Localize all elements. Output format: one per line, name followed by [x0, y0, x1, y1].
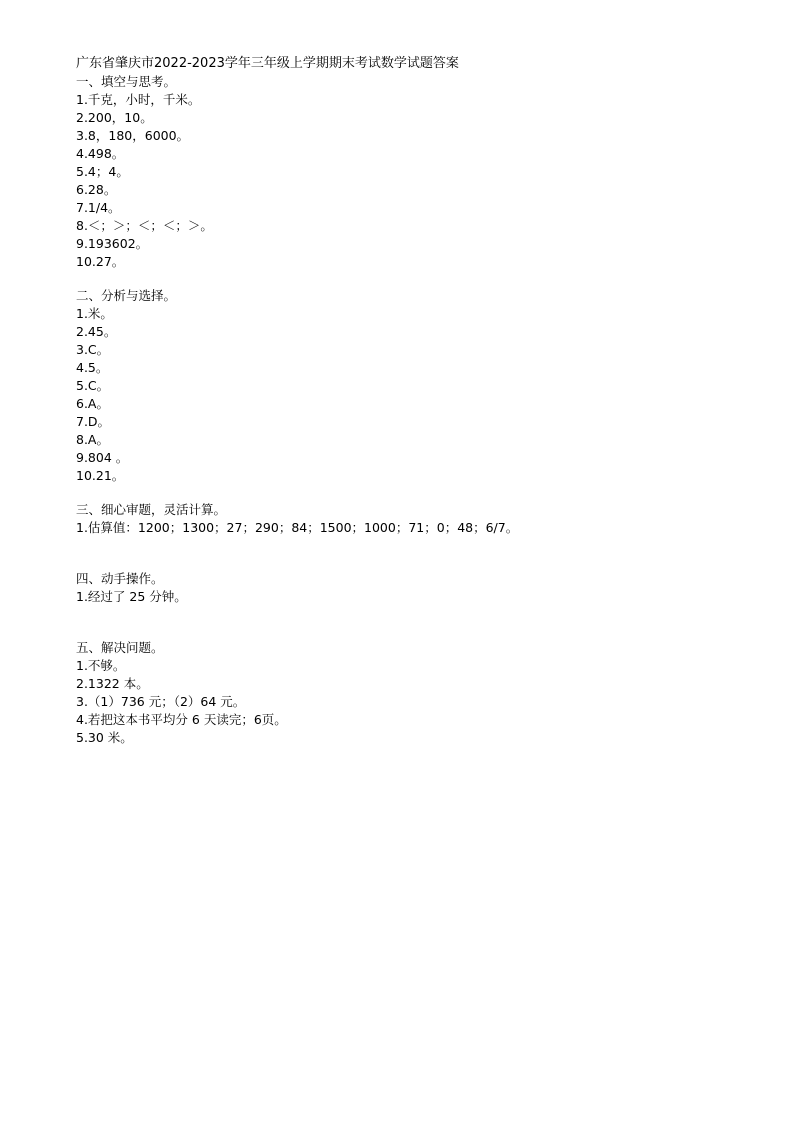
- section-heading: 一、填空与思考。: [76, 74, 177, 89]
- section-calculation: [76, 501, 756, 537]
- answer-item: 10.21。: [76, 468, 125, 483]
- answer-item: 4.498。: [76, 146, 125, 161]
- answer-item: 5.30 米。: [76, 730, 133, 745]
- answer-item: 5.C。: [76, 378, 110, 393]
- answer-item: 4.5。: [76, 360, 109, 375]
- answer-item: 3.（1）736 元；（2）64 元。: [76, 694, 246, 709]
- section-spacer: [76, 606, 756, 639]
- answer-item: 2.200，10。: [76, 110, 153, 125]
- answer-item: 6.A。: [76, 396, 109, 411]
- section-analysis-choice: [76, 287, 756, 485]
- section-problem-solving: [76, 639, 756, 747]
- answer-item: 7.D。: [76, 414, 111, 429]
- section-hands-on: [76, 570, 756, 606]
- answer-item: 6.28。: [76, 182, 117, 197]
- section-spacer: [76, 271, 756, 287]
- answer-item: 10.27。: [76, 254, 125, 269]
- section-spacer: [76, 485, 756, 501]
- answer-item: 3.C。: [76, 342, 110, 357]
- answer-item: 1.千克，小时，千米。: [76, 92, 201, 107]
- answer-item: 4.若把这本书平均分 6 天读完；6页。: [76, 712, 287, 727]
- section-fill-in: [76, 73, 756, 271]
- answer-item: 8.＜；＞；＜；＜；＞。: [76, 218, 213, 233]
- answer-item: 3.8，180，6000。: [76, 128, 190, 143]
- document-title: 广东省肇庆市2022-2023学年三年级上学期期末考试数学试题答案: [76, 56, 459, 71]
- answer-item: 9.193602。: [76, 236, 149, 251]
- section-heading: 二、分析与选择。: [76, 288, 177, 303]
- section-spacer: [76, 537, 756, 570]
- answer-item: 8.A。: [76, 432, 109, 447]
- section-heading: 三、细心审题，灵活计算。: [76, 502, 227, 517]
- answer-item: 1.不够。: [76, 658, 126, 673]
- section-heading: 五、解决问题。: [76, 640, 164, 655]
- section-heading: 四、动手操作。: [76, 571, 164, 586]
- answer-item: 5.4；4。: [76, 164, 129, 179]
- answer-item: 2.45。: [76, 324, 117, 339]
- answer-item: 1.经过了 25 分钟。: [76, 589, 187, 604]
- answer-item: 9.804 。: [76, 450, 129, 465]
- answer-item: 1.米。: [76, 306, 113, 321]
- answer-item: 7.1/4。: [76, 200, 121, 215]
- answer-document: [76, 55, 756, 747]
- answer-item: 2.1322 本。: [76, 676, 149, 691]
- answer-item: 1.估算值：1200；1300；27；290；84；1500；1000；71；0；48；6/7。: [76, 520, 519, 535]
